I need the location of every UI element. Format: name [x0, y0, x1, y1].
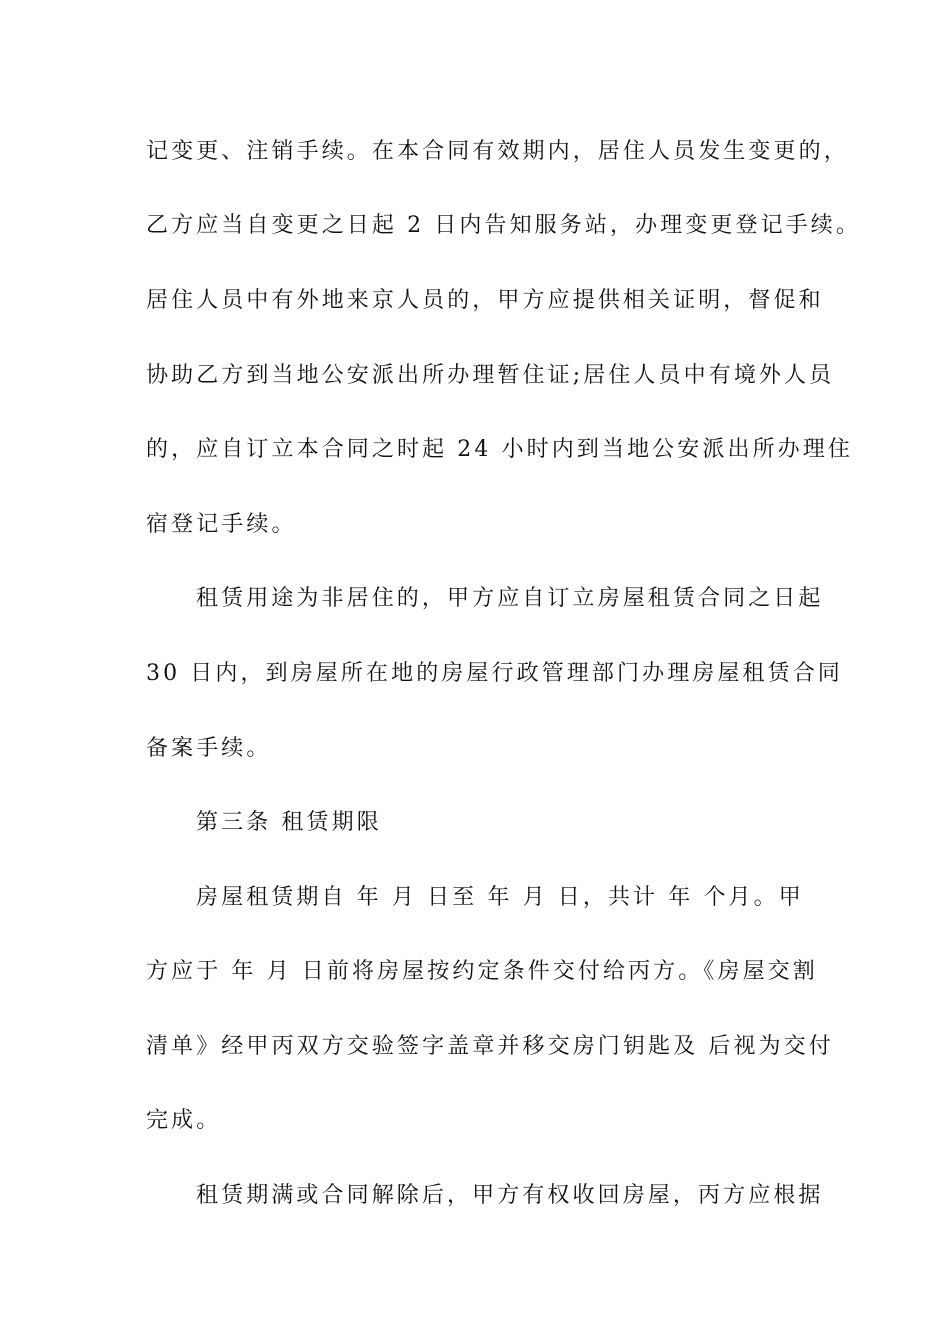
text-line: 宿登记手续。: [146, 512, 297, 537]
section-heading: 第三条 租赁期限: [196, 810, 382, 835]
text-line: 记变更、注销手续。在本合同有效期内，居住人员发生变更的，: [146, 139, 849, 164]
text-line: 30 日内，到房屋所在地的房屋行政管理部门办理房屋租赁合同: [146, 661, 843, 686]
text-line: 完成。: [146, 1108, 222, 1133]
paragraph-first-line: 租赁用途为非居住的，甲方应自订立房屋租赁合同之日起: [196, 586, 824, 611]
text-line: 备案手续。: [146, 736, 272, 761]
text-line: 方应于 年 月 日前将房屋按约定条件交付给丙方。《房屋交割: [146, 959, 818, 984]
text-line: 协助乙方到当地公安派出所办理暂住证;居住人员中有境外人员: [146, 363, 835, 388]
text-line: 乙方应当自变更之日起 2 日内告知服务站，办理变更登记手续。: [146, 213, 861, 238]
paragraph-first-line: 租赁期满或合同解除后，甲方有权收回房屋，丙方应根据: [196, 1183, 824, 1208]
text-line: 清单》经甲丙双方交验签字盖章并移交房门钥匙及 后视为交付: [146, 1034, 834, 1059]
text-line: 的，应自订立本合同之时起 24 小时内到当地公安派出所办理住: [146, 437, 853, 462]
text-line: 居住人员中有外地来京人员的，甲方应提供相关证明，督促和: [146, 288, 824, 313]
paragraph-first-line: 房屋租赁期自 年 月 日至 年 月 日，共计 年 个月。甲: [196, 885, 804, 910]
